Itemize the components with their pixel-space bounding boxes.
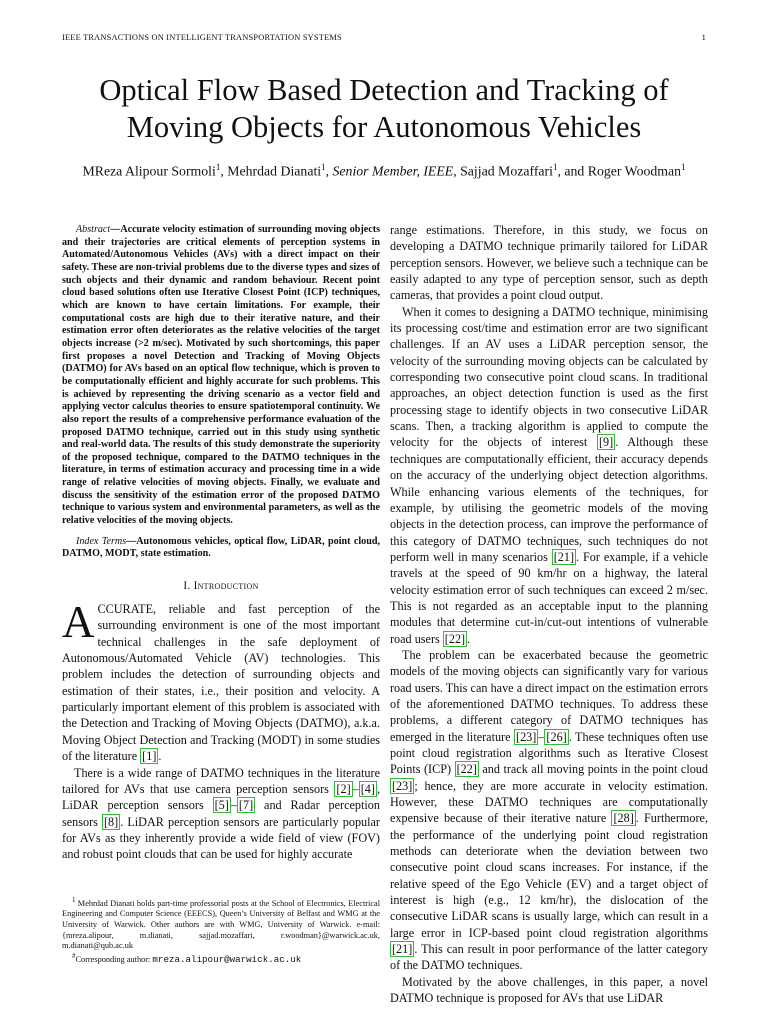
drop-cap-letter: A <box>62 597 95 648</box>
intro-p2-dash-2: – <box>230 798 237 813</box>
citation-link[interactable]: [26] <box>546 729 567 744</box>
index-terms <box>62 536 380 561</box>
author-2-affil: 1 <box>321 162 326 172</box>
abstract-label: Abstract <box>76 224 111 235</box>
section-title: Introduction <box>193 580 259 593</box>
section-heading-introduction <box>62 580 380 592</box>
author-4: and Roger Woodman <box>564 163 682 179</box>
intro-lead-word: CCURATE, <box>97 602 157 617</box>
page-number: 1 <box>701 33 706 42</box>
citation-link[interactable]: [8] <box>103 814 119 829</box>
citation-link[interactable]: [2] <box>336 781 351 796</box>
intro-p2-text-f: . LiDAR perception sensors are particularly popular for AVs as they inherently provide a wide field of view (FOV) and robust point clouds that can be used for highly accurate <box>62 814 380 862</box>
abstract-text: —Accurate velocity estimation of surrounding moving objects and their trajectories are critical elements of perception systems in Automated/Autonomous Vehicles (AVs) with a direct impact on their safety. These are non-trivial problems due to the diverse types and sizes of such objects and their dynamic and random behaviour. Recent point cloud based solutions often use Iterative Closest Point (ICP) techniques, which are known to have certain limitations. For example, their computational costs are high due to their iterative nature, and their estimation error often deteriorates as the relative velocities of the target objects increase (>2 m/sec). Motivated by such shortcomings, this paper first proposes a novel Detection and Tracking of Moving Objects (DATMO) for AVs based on an optical flow technique, which is proven to be computationally efficient and highly accurate for such problems. This is achieved by representing the driving scenario as a vector field and applying vector calculus theories to ensure spatiotemporal continuity. We also report the results of a comprehensive performance evaluation of the proposed DATMO technique, carried out in this study using synthetic and real-world data. The results of this study demonstrate the superiority of the proposed technique, compared to the DATMO techniques in the literature, in terms of estimation accuracy and processing time in a wide range of relative velocities of moving objects. Finally, we evaluate and discuss the sensitivity of the estimation error of the proposed DATMO technique to various system and environmental parameters, as well as the relative velocities of the moving objects. <box>62 224 380 527</box>
citation-link[interactable]: [22] <box>456 762 477 777</box>
intro-paragraph-1 <box>62 597 380 764</box>
author-1-affil: 1 <box>215 162 221 172</box>
author-4-affil: 1 <box>681 162 686 172</box>
citation-link[interactable]: [1] <box>142 749 157 764</box>
right-paragraph-0: range estimations. Therefore, in this study, we focus on developing a DATMO technique primarily tailored for LiDAR perception sensors. However, we believe such a technique can be easily adapted to any type of perception sensor, such as depth cameras, that provides a point cloud output. <box>390 223 708 303</box>
footnote-1-text: Mehrdad Dianati holds part-time professorial posts at the School of Electronics, Electrical Engineering and Computer Science (EEECS), Queen’s University of Belfast and WMG at the University of Warwick. Other authors are with WMG, University of Warwick. e-mail: {mreza.alipour, m.dianati, sajjad.mozaffari, r.woodman}@warwick.ac.uk, m.dianati@qub.ac.uk <box>62 898 380 951</box>
citation-link[interactable]: [5] <box>214 798 229 813</box>
paper-title <box>40 72 728 146</box>
citation-link[interactable]: [28] <box>613 811 634 826</box>
footnote-1-mark: 1 <box>72 897 76 904</box>
footnote-2-mark: # <box>72 952 76 960</box>
running-header <box>62 33 706 42</box>
author-3: Sajjad Mozaffari <box>460 163 553 179</box>
title-line-1: Optical Flow Based Detection and Tracking of <box>99 73 669 107</box>
right-p1-end: . <box>467 631 471 646</box>
author-2: Mehrdad Dianati <box>227 163 322 179</box>
citation-link[interactable]: [4] <box>360 781 375 796</box>
intro-paragraph-2 <box>62 765 380 863</box>
right-p1-text-c: . For example, if a vehicle travels at the speed of 90 km/hr on a highway, the lateral velocity estimation error of such techniques can exceed 2 m/sec. This is not regarded as an acceptable input to the planning modules that determine cut-in/cut-out intentions of vulnerable road users <box>390 549 708 646</box>
journal-name: IEEE TRANSACTIONS ON INTELLIGENT TRANSPORTATION SYSTEMS <box>62 33 342 42</box>
footnote-2 <box>62 952 380 965</box>
corresponding-email-link[interactable]: mreza.alipour@warwick.ac.uk <box>152 953 302 965</box>
intro-p1-text: reliable and fast perception of the surrounding environment is one of the most important technical challenges in the safe deployment of Autonomous/Automated Vehicle (AV) technologies. This problem includes the detection of surrounding objects and estimation of their states, i.e., their position and velocity. A particularly important element of this problem is associated with the Detection and Tracking of Moving Objects (DATMO), a.k.a. Moving Object Detection and Tracking (MODT) in some studies of the literature <box>62 602 380 764</box>
index-terms-text: —Autonomous vehicles, optical flow, LiDAR, point cloud, DATMO, MODT, state estimation. <box>62 535 380 560</box>
right-p2-text-a: The problem can be exacerbated because the geometric models of the moving objects can significantly vary for various road users. This can have a direct impact on the estimation errors of the aforementioned DATMO techniques. To address these problems, a different category of DATMO techniques has emerged in the literature <box>390 647 708 744</box>
right-p2-text-e: ; hence, they are more accurate in velocity estimation. However, these DATMO techniques are computationally expensive because of their iterative nature <box>390 778 708 826</box>
citation-link[interactable]: [7] <box>238 798 254 813</box>
right-paragraph-1 <box>390 304 708 647</box>
right-p2-text-f: . Furthermore, the performance of the underlying point cloud registration methods can deteriorate when the deviation between two consecutive point cloud scans increases. For instance, if the relative speed of the Ego Vehicle (EV) and a target object of interest is high (e.g., 12 km/hr), the dislocation of the consecutive LiDAR scans is usually large, which can result in a large error in ICP-based point cloud registration algorithms <box>390 811 708 940</box>
title-line-2: Moving Objects for Autonomous Vehicles <box>126 110 642 144</box>
intro-p1-end: . <box>158 749 162 764</box>
intro-p2-text-e: and Radar perception sensors <box>62 798 380 829</box>
right-p2-text-g: . This can result in poor performance of the latter category of the DATMO techniques. <box>390 942 708 973</box>
citation-link[interactable]: [23] <box>516 729 537 744</box>
left-column <box>62 220 380 863</box>
right-p2-text-c: . These techniques often use point cloud registration algorithms such as Iterative Closest Points (ICP) <box>390 729 708 777</box>
citation-link[interactable]: [23] <box>392 778 413 793</box>
intro-p2-dash-1: – <box>352 781 359 796</box>
intro-p2-text-a: There is a wide range of DATMO techniques in the literature tailored for AVs that use camera perception sensors <box>62 765 380 796</box>
intro-p2-text-c: , LiDAR perception sensors <box>62 781 380 813</box>
right-paragraph-2 <box>390 647 708 974</box>
citation-link[interactable]: [9] <box>598 435 614 450</box>
right-p2-dash: – <box>538 729 545 744</box>
author-2-role: Senior Member, IEEE, <box>332 163 457 179</box>
citation-link[interactable]: [21] <box>392 942 413 957</box>
author-list: MReza Alipour Sormoli$^1$, Mehrdad Dianati$^1$, Senior Member, IEEE, Sajjad Mozaffari$^1$, and Roger Woodman$^1$ <box>82 162 686 179</box>
right-p2-text-d: and track all moving points in the point cloud <box>478 762 708 777</box>
footnote-1 <box>62 896 380 952</box>
footnotes <box>62 896 380 965</box>
citation-link[interactable]: [21] <box>553 549 575 564</box>
right-column <box>390 222 708 1007</box>
index-terms-label: Index Terms <box>76 535 127 547</box>
citation-link[interactable]: [22] <box>444 631 466 646</box>
section-number: I. <box>183 580 191 593</box>
author-3-affil: 1 <box>552 162 558 172</box>
right-p1-text-b: . Although these techniques are computationally efficient, their accuracy depends on the accuracy of the underlying object detection algorithms. While enhancing various elements of the techniques, for example, by utilising the geometric models of the moving objects in the detection process, can improve the performance of this category of DATMO techniques, such techniques do not perform well in many scenarios <box>390 435 708 564</box>
abstract <box>62 224 380 528</box>
right-p1-text-a: When it comes to designing a DATMO technique, minimising its processing cost/time and estimation error are two significant challenges. If an AV uses a LiDAR perception sensor, the velocity of the surrounding moving objects can be calculated by corresponding two consecutive point cloud scans. In traditional approaches, an object detection function is used as the first processing stage to identify objects in two consecutive LiDAR scans. Then, a tracking algorithm is applied to compute the velocity for the objects of interest <box>390 304 708 450</box>
author-1: MReza Alipour Sormoli <box>82 163 216 179</box>
right-paragraph-3: Motivated by the above challenges, in this paper, a novel DATMO technique is proposed for AVs that use LiDAR <box>390 974 708 1006</box>
footnote-2-label: Corresponding author: <box>75 954 153 964</box>
